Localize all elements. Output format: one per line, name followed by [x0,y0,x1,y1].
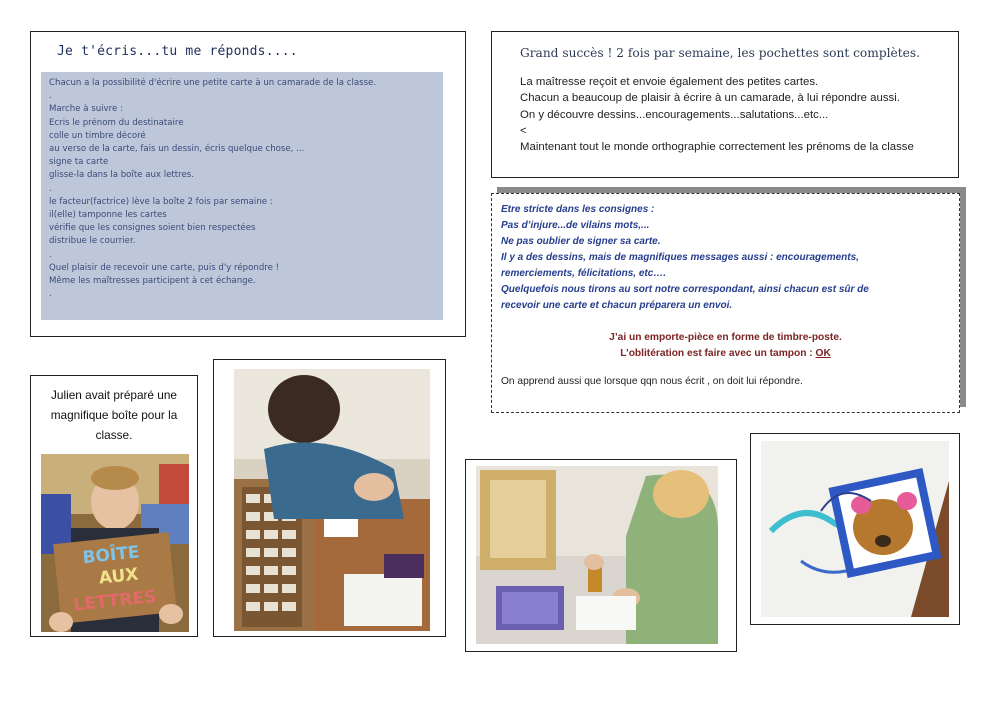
box-word-3: LETTRES [72,586,158,616]
instruction-line: glisse-la dans la boîte aux lettres. [49,170,194,181]
photo-frame-card [750,433,960,625]
success-line: La maîtresse reçoit et envoie également des petites cartes. [520,76,819,88]
instruction-line: il(elle) tamponne les cartes [49,210,167,221]
rule-line: Pas d’injure...de vilains mots,... [501,220,650,231]
success-line: Maintenant tout le monde orthographie correctement les prénoms de la classe [520,141,914,154]
instruction-line: au verso de la carte, fais un dessin, écris quelque chose, ... [49,144,305,155]
instruction-line: colle un timbre décoré [49,130,146,141]
instruction-line: vérifie que les consignes soient bien respectées [49,223,256,234]
instruction-line: Chacun a la possibilité d'écrire une petite carte à un camarade de la classe. [49,78,377,88]
rule-line: remerciements, félicitations, etc…. [501,268,667,279]
stamp-note-prefix: L’oblitération est faire avec un tampon : [620,348,816,359]
ok-link[interactable]: OK [815,348,831,359]
photo-frame-stamping [213,359,446,637]
rule-line: Il y a des dessins, mais de magnifiques messages aussi : encouragements, [501,252,859,263]
rules-box [491,193,960,413]
intro-box [30,31,466,337]
instruction-line: . [49,249,52,260]
rules-list [501,202,869,314]
instruction-line: signe ta carte [49,157,109,168]
photo-child-with-stamp [476,466,718,644]
instruction-line: Marche à suivre : [49,104,123,115]
success-box [491,31,959,178]
photo-caption: Julien avait préparé une magnifique boîte pour la classe. [50,388,178,442]
success-line: < [520,124,527,137]
stamp-note [492,330,959,362]
instruction-line: Ecris le prénom du destinataire [49,117,184,128]
instruction-line: le facteur(factrice) lève la boîte 2 fois par semaine : [49,196,273,207]
instruction-line: . [49,183,52,194]
success-line: On y découvre dessins...encouragements...salutations...etc... [520,108,829,121]
success-title: Grand succès ! 2 fois par semaine, les pochettes sont complètes. [520,46,920,60]
success-body [520,74,914,155]
photo-boy-stamping [234,369,430,631]
rule-line: recevoir une carte et chacun préparera un envoi. [501,300,733,311]
photo-frame-mailbox [30,375,198,637]
instructions-panel [41,72,443,320]
photo-boy-with-mailbox [41,454,189,632]
instruction-line: . [49,91,52,102]
stamp-note-line1: J’ai un emporte-pièce en forme de timbre-poste. [609,332,842,343]
rule-line: Ne pas oublier de signer sa carte. [501,236,661,247]
intro-title: Je t'écris...tu me réponds.... [57,44,298,59]
closing-line: On apprend aussi que lorsque qqn nous écrit , on doit lui répondre. [501,376,803,387]
stamp-note-line2 [492,346,959,362]
box-word-1: BOÎTE [81,542,141,569]
photo-frame-stamp-pad [465,459,737,652]
instruction-line: Quel plaisir de recevoir une carte, puis d'y répondre ! [49,262,280,273]
instruction-line: . [49,289,52,300]
instruction-line: Même les maîtresses participent à cet échange. [49,276,256,287]
instruction-line: distribue le courrier. [49,236,136,247]
box-word-2: AUX [97,564,140,589]
photo-decorated-card [761,441,949,617]
rule-line: Etre stricte dans les consignes : [501,204,655,215]
rule-line: Quelquefois nous tirons au sort notre correspondant, ainsi chacun est sûr de [501,284,869,295]
success-line: Chacun a beaucoup de plaisir à écrire à un camarade, à lui répondre aussi. [520,92,900,105]
